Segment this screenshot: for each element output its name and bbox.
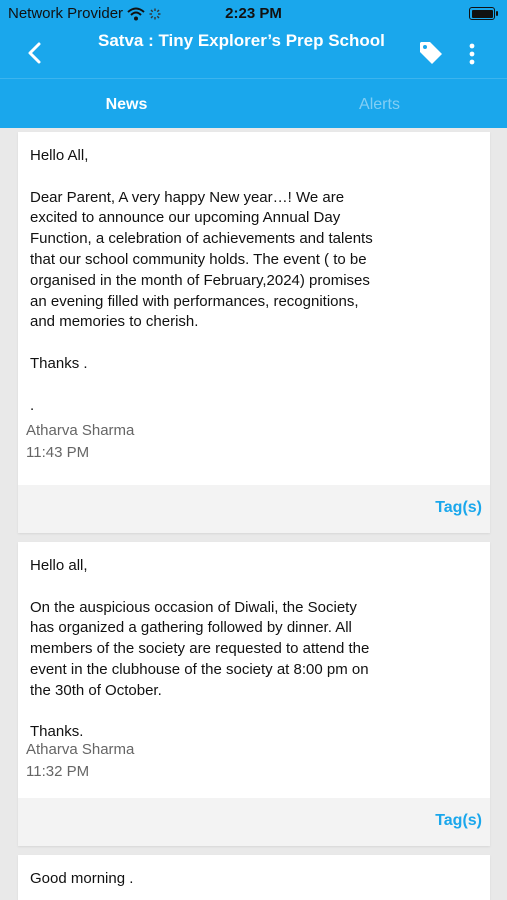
news-message: Hello All, Dear Parent, A very happy New year…! We are excited to announce our upcoming Annual Day Function, a celebration of achievements and talents that our school community holds. The event ( to be organised in the month of February,2024) promises an evening filled with performances, recognitions, and memories to cherish. Thanks . . — [30, 147, 373, 414]
tags-link[interactable]: Tag(s) — [435, 499, 482, 516]
news-message: Good morning . — [30, 870, 134, 887]
status-time: 2:23 PM — [225, 5, 282, 22]
more-options-button[interactable] — [462, 40, 482, 68]
card-footer — [18, 798, 490, 846]
nav-bar — [0, 28, 507, 78]
tags-link[interactable]: Tag(s) — [435, 812, 482, 829]
status-bar — [0, 0, 507, 28]
page-title: Satva : Tiny Explorer’s Prep School — [98, 31, 385, 50]
chevron-left-icon — [22, 40, 48, 66]
app-header — [0, 0, 507, 128]
tag-icon — [418, 40, 444, 66]
battery-icon — [469, 7, 495, 20]
news-card — [18, 132, 490, 533]
tab-news[interactable]: News — [105, 96, 148, 113]
tab-alerts[interactable]: Alerts — [359, 96, 400, 113]
tag-button[interactable] — [418, 40, 444, 66]
news-time: 11:32 PM — [26, 763, 90, 781]
news-author: Atharva Sharma — [26, 422, 135, 440]
more-vertical-icon — [462, 40, 482, 68]
news-card — [18, 855, 490, 900]
card-footer — [18, 485, 490, 533]
news-author: Atharva Sharma — [26, 741, 135, 759]
carrier-name: Network Provider — [8, 5, 124, 22]
news-time: 11:43 PM — [26, 444, 90, 462]
news-feed[interactable] — [0, 128, 507, 900]
back-button[interactable] — [22, 40, 48, 66]
news-message: Hello all, On the auspicious occasion of Diwali, the Society has organized a gathering followed by dinner. All members of the society are requested to attend the event in the clubhouse of the society at 8:00 pm on the 30th of October. Thanks. — [30, 557, 370, 741]
tab-bar — [0, 78, 507, 128]
news-card — [18, 542, 490, 846]
